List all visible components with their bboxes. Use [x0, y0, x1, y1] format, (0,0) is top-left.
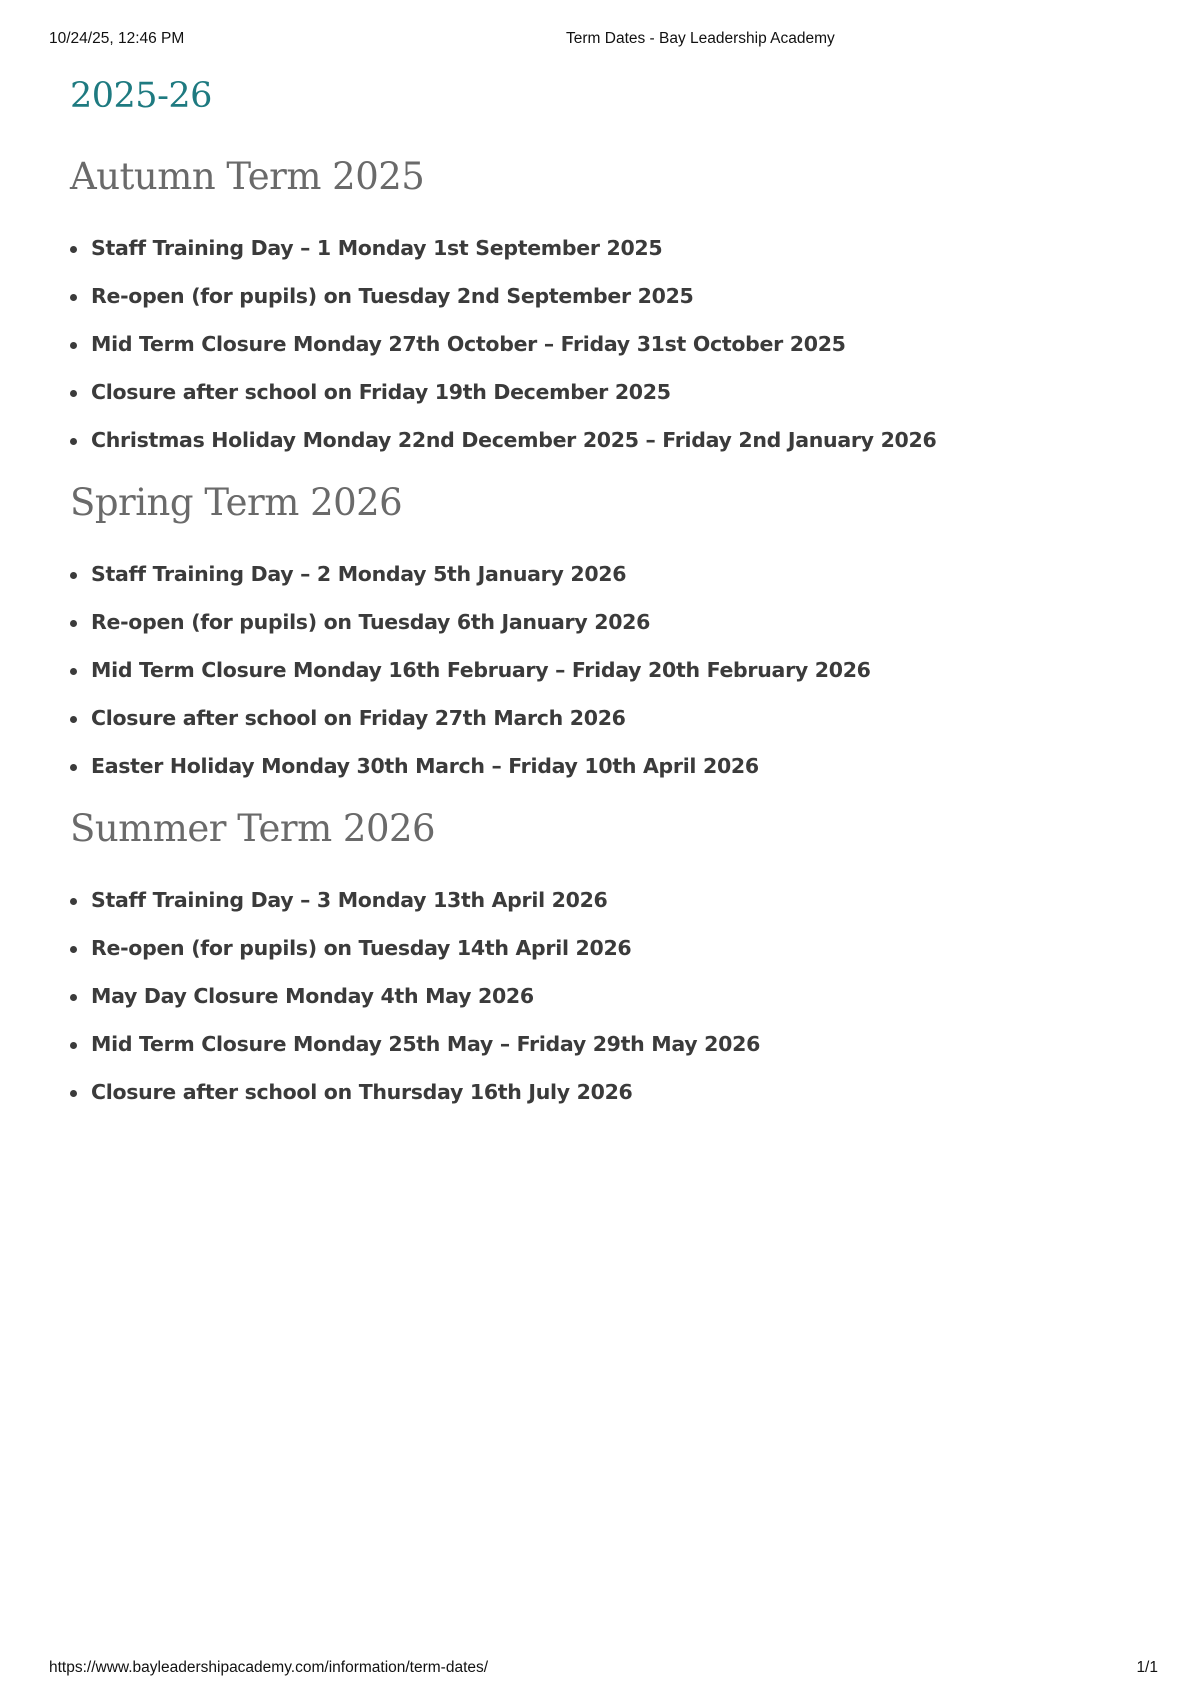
list-item: [70, 284, 1130, 332]
bullet-icon: [70, 294, 77, 301]
list-item: [70, 888, 1130, 936]
list-item: [70, 658, 1130, 706]
list-item-text: Easter Holiday Monday 30th March – Friday 10th April 2026: [91, 754, 759, 778]
term-date-list: [70, 888, 1130, 1128]
print-header-datetime: 10/24/25, 12:46 PM: [49, 30, 185, 47]
print-header-page-title: Term Dates - Bay Leadership Academy: [566, 30, 835, 47]
list-item: [70, 562, 1130, 610]
list-item-text: Closure after school on Friday 27th March 2026: [91, 706, 626, 730]
list-item-text: Christmas Holiday Monday 22nd December 2025 – Friday 2nd January 2026: [91, 428, 937, 452]
list-item: [70, 380, 1130, 428]
bullet-icon: [70, 246, 77, 253]
term-section-autumn: [70, 152, 1130, 476]
term-section-spring: [70, 478, 1130, 802]
bullet-icon: [70, 1042, 77, 1049]
list-item: [70, 332, 1130, 380]
bullet-icon: [70, 1090, 77, 1097]
list-item: [70, 610, 1130, 658]
term-title: Spring Term 2026: [70, 481, 403, 524]
term-date-list: [70, 562, 1130, 802]
list-item-text: Closure after school on Friday 19th December 2025: [91, 380, 671, 404]
list-item-text: Re-open (for pupils) on Tuesday 14th April 2026: [91, 936, 632, 960]
list-item-text: Staff Training Day – 1 Monday 1st September 2025: [91, 236, 663, 260]
list-item: [70, 1080, 1130, 1128]
term-date-list: [70, 236, 1130, 476]
list-item-text: Re-open (for pupils) on Tuesday 2nd September 2025: [91, 284, 694, 308]
list-item: [70, 1032, 1130, 1080]
list-item-text: Mid Term Closure Monday 16th February – Friday 20th February 2026: [91, 658, 871, 682]
term-section-summer: [70, 804, 1130, 1128]
bullet-icon: [70, 620, 77, 627]
list-item: [70, 936, 1130, 984]
list-item-text: Mid Term Closure Monday 25th May – Friday 29th May 2026: [91, 1032, 761, 1056]
bullet-icon: [70, 994, 77, 1001]
list-item-text: Staff Training Day – 2 Monday 5th January 2026: [91, 562, 627, 586]
year-title: 2025-26: [70, 76, 212, 116]
bullet-icon: [70, 438, 77, 445]
print-footer-page-number: 1/1: [1136, 1659, 1158, 1676]
bullet-icon: [70, 764, 77, 771]
list-item: [70, 428, 1130, 476]
bullet-icon: [70, 716, 77, 723]
term-title: Autumn Term 2025: [70, 155, 425, 198]
list-item: [70, 706, 1130, 754]
print-footer-url: https://www.bayleadershipacademy.com/information/term-dates/: [49, 1659, 489, 1676]
bullet-icon: [70, 946, 77, 953]
list-item: [70, 754, 1130, 802]
bullet-icon: [70, 898, 77, 905]
list-item-text: Staff Training Day – 3 Monday 13th April 2026: [91, 888, 608, 912]
list-item-text: Mid Term Closure Monday 27th October – Friday 31st October 2025: [91, 332, 846, 356]
bullet-icon: [70, 572, 77, 579]
list-item-text: May Day Closure Monday 4th May 2026: [91, 984, 534, 1008]
main-content: [70, 70, 1130, 1128]
bullet-icon: [70, 668, 77, 675]
list-item: [70, 236, 1130, 284]
list-item-text: Closure after school on Thursday 16th July 2026: [91, 1080, 633, 1104]
list-item-text: Re-open (for pupils) on Tuesday 6th January 2026: [91, 610, 651, 634]
bullet-icon: [70, 342, 77, 349]
bullet-icon: [70, 390, 77, 397]
list-item: [70, 984, 1130, 1032]
term-title: Summer Term 2026: [70, 807, 436, 850]
